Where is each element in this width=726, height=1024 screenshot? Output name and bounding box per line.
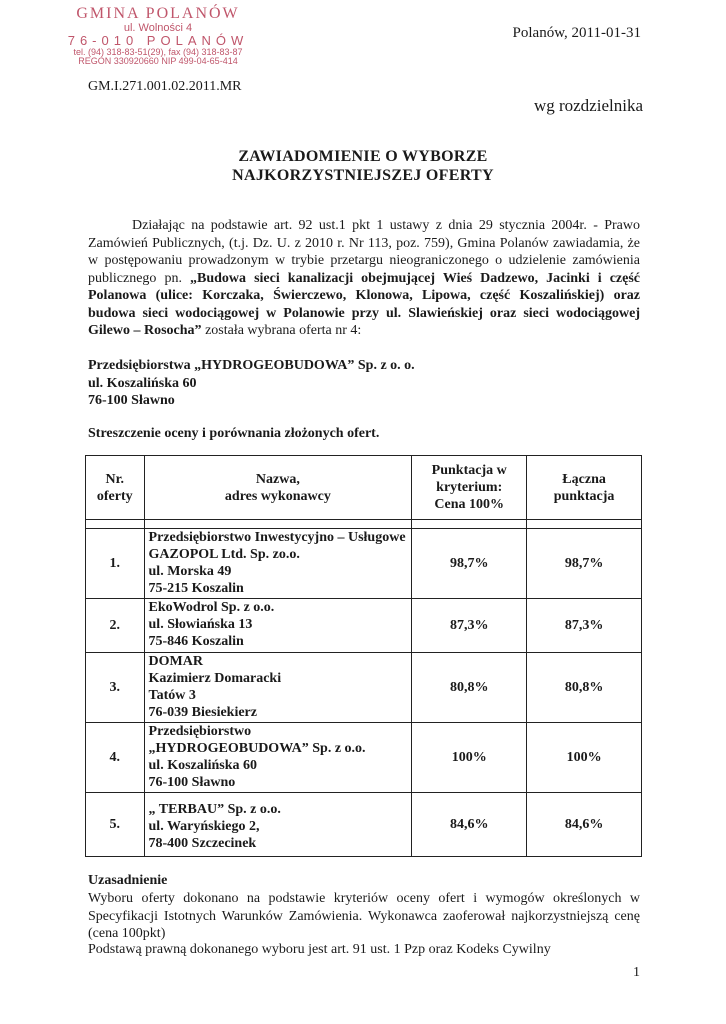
municipality-stamp	[58, 6, 258, 67]
contractor-line: 78-400 Szczecinek	[148, 836, 257, 851]
row-points: 100%	[412, 723, 527, 793]
intro-tail: została wybrana oferta nr 4:	[205, 323, 362, 338]
header-name	[144, 456, 412, 520]
summary-heading: Streszczenie oceny i porównania złożonych ofert.	[88, 426, 380, 441]
contractor-line: Kazimierz Domaracki	[148, 671, 282, 686]
row-points: 84,6%	[412, 793, 527, 857]
stamp-name: GMINA POLANÓW	[76, 5, 240, 22]
header-points-line1: Punktacja w	[431, 463, 507, 478]
intro-plain: Działając na podstawie art. 92 ust.1 pkt 1 ustawy z dnia 29 stycznia 2004r. - Prawo Zamówień Publicznych, (t.j. Dz. U. z 2010 r. Nr 113, poz. 759), Gmina Polanów zawiadamia, że w postępowaniu prowadzonym w trybie przetargu nieograniczonego o udzielenie zamówienia publicznego pn.	[88, 218, 640, 286]
winner-city: 76-100 Sławno	[88, 393, 175, 408]
contractor-line: ul. Słowiańska 13	[148, 617, 253, 632]
row-total: 84,6%	[527, 793, 642, 857]
header-nr-line1: Nr.	[105, 471, 125, 487]
contractor-line: ul. Waryńskiego 2,	[148, 819, 260, 834]
header-name-line1: Nazwa,	[255, 471, 300, 487]
row-contractor	[144, 793, 412, 857]
winning-bidder	[88, 357, 415, 410]
contractor-line: Przedsiębiorstwo Inwestycyjno – Usługowe	[148, 530, 406, 545]
row-points: 87,3%	[412, 599, 527, 653]
place-date: Polanów, 2011-01-31	[512, 25, 641, 41]
table-row	[86, 723, 642, 793]
contractor-line: 75-215 Koszalin	[148, 581, 244, 596]
winner-name: Przedsiębiorstwa „HYDROGEOBUDOWA” Sp. z o. o.	[88, 358, 415, 373]
row-total: 87,3%	[527, 599, 642, 653]
row-nr: 5.	[86, 793, 145, 857]
reference-number: GM.I.271.001.02.2011.MR	[88, 79, 242, 94]
header-name-line2: adres wykonawcy	[224, 488, 331, 504]
table-spacer	[86, 520, 642, 529]
header-points	[412, 456, 527, 520]
row-nr: 3.	[86, 653, 145, 723]
stamp-phone: tel. (94) 318-83-51(29), fax (94) 318-83-87	[73, 46, 243, 57]
row-nr: 1.	[86, 529, 145, 599]
header-total-line1: Łączna	[562, 471, 606, 487]
legal-basis: Podstawą prawną dokonanego wyboru jest art. 91 ust. 1 Pzp oraz Kodeks Cywilny	[88, 942, 551, 957]
table-header-row	[86, 456, 642, 520]
document-title-line1: ZAWIADOMIENIE O WYBORZE	[238, 148, 488, 165]
row-contractor	[144, 723, 412, 793]
table-row	[86, 529, 642, 599]
row-nr: 4.	[86, 723, 145, 793]
row-total: 100%	[527, 723, 642, 793]
stamp-street: ul. Wolności 4	[123, 21, 193, 34]
row-points: 80,8%	[412, 653, 527, 723]
project-name: „Budowa sieci kanalizacji obejmującej Wieś Dadzewo, Jacinki i część Polanowa (ulice: Korczaka, Świerczewo, Klonowa, Lipowa, część Koszalińskiej) oraz budowa sieci wodociągowej w Polanowie przy ul. Slawieńskiej oraz sieci wodociągowej Gilewo – Rosocha”	[88, 270, 640, 338]
contractor-line: ul. Koszalińska 60	[148, 758, 258, 773]
header-total-line2: punktacja	[553, 488, 615, 504]
contractor-line: Tatów 3	[148, 688, 196, 703]
justification-text: Wyboru oferty dokonano na podstawie kryteriów oceny ofert i wymogów określonych w Specyfikacji Istotnych Warunków Zamówienia. Wykonawca zaoferował najkorzystniejszą cenę (cena 100pkt)	[88, 891, 640, 941]
row-total: 98,7%	[527, 529, 642, 599]
stamp-postcode: 76-010 POLANÓW	[67, 33, 249, 49]
document-title-line2: NAJKORZYSTNIEJSZEJ OFERTY	[232, 167, 494, 184]
contractor-line: 75-846 Koszalin	[148, 634, 244, 649]
row-nr: 2.	[86, 599, 145, 653]
row-points: 98,7%	[412, 529, 527, 599]
contractor-line: Przedsiębiorstwo	[148, 724, 252, 739]
row-contractor	[144, 599, 412, 653]
table-row	[86, 599, 642, 653]
contractor-line: GAZOPOL Ltd. Sp. zo.o.	[148, 547, 300, 562]
contractor-line: 76-100 Sławno	[148, 775, 236, 790]
offers-table	[85, 455, 642, 857]
row-contractor	[144, 653, 412, 723]
stamp-regon: REGON 330920660 NIP 499-04-65-414	[78, 56, 238, 67]
recipient: wg rozdzielnika	[533, 96, 643, 115]
winner-street: ul. Koszalińska 60	[88, 375, 197, 391]
contractor-line: 76-039 Biesiekierz	[148, 705, 257, 720]
contractor-line: „ TERBAU” Sp. z o.o.	[148, 802, 281, 817]
row-contractor	[144, 529, 412, 599]
header-total	[527, 456, 642, 520]
header-points-line2: kryterium:	[436, 480, 503, 495]
contractor-line: „HYDROGEOBUDOWA” Sp. z o.o.	[148, 741, 366, 756]
header-nr	[86, 456, 145, 520]
contractor-line: ul. Morska 49	[148, 564, 232, 579]
table-row	[86, 793, 642, 857]
table-row	[86, 653, 642, 723]
contractor-line: EkoWodrol Sp. z o.o.	[148, 600, 275, 615]
header-nr-line2: oferty	[96, 488, 133, 504]
justification-heading: Uzasadnienie	[88, 873, 168, 888]
row-total: 80,8%	[527, 653, 642, 723]
contractor-line: DOMAR	[148, 654, 203, 669]
header-points-line3: Cena 100%	[434, 497, 505, 512]
page-number: 1	[633, 965, 640, 980]
intro-paragraph	[88, 217, 640, 340]
